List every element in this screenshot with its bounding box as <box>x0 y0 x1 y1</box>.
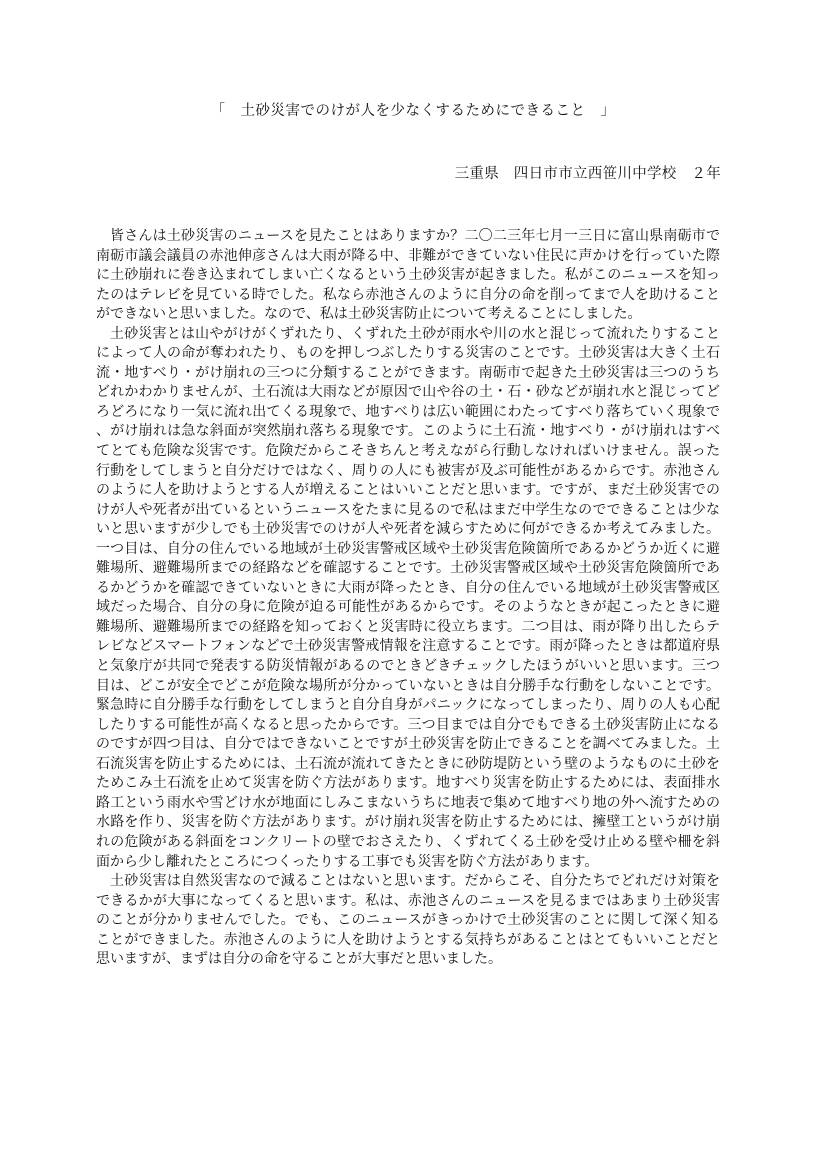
paragraph-intro: 皆さんは土砂災害のニュースを見たことはありますか？二〇二三年七月一三日に富山県南砺市で南砺市議会議員の赤池伸彦さんは大雨が降る中、非難ができていない住民に声かけを行っていた際に土砂崩れに巻き込まれてしまい亡くなるという土砂災害が起きました。私がこのニュースを知ったのはテレビを見ている時でした。私なら赤池さんのように自分の命を削ってまで人を助けることができないと思いました。なので、私は土砂災害防止について考えることにしました。 <box>96 228 720 323</box>
essay-body <box>96 227 720 970</box>
paragraph-main: 土砂災害とは山やがけがくずれたり、くずれた土砂が雨水や川の水と混じって流れたりすることによって人の命が奪われたり、ものを押しつぶしたりする災害のことです。土砂災害は大きく土石流・地すべり・がけ崩れの三つに分類することができます。南砺市で起きた土砂災害は三つのうちどれかわかりませんが、土石流は大雨などが原因で山や谷の土・石・砂などが崩れ水と混じってどろどろになり一気に流れ出てくる現象で、地すべりは広い範囲にわたってすべり落ちていく現象で、がけ崩れは急な斜面が突然崩れ落ちる現象です。このように土石流・地すべり・がけ崩れはすべてとても危険な災害です。危険だからこそきちんと考えながら行動しなければいけません。誤った行動をしてしまうと自分だけではなく、周りの人にも被害が及ぶ可能性があるからです。赤池さんのように人を助けようとする人が増えることはいいことだと思います。ですが、まだ土砂災害でのけが人や死者が出ているというニュースをたまに見るので私はまだ中学生なのでできることは少ないと思いますが少しでも土砂災害でのけが人や死者を減らすために何ができるか考えてみました。一つ目は、自分の住んでいる地域が土砂災害警戒区域や土砂災害危険箇所であるかどうか近くに避難場所、避難場所までの経路などを確認することです。土砂災害警戒区域や土砂災害危険箇所であるかどうかを確認できていないときに大雨が降ったとき、自分の住んでいる地域が土砂災害警戒区域だった場合、自分の身に危険が迫る可能性があるからです。そのようなときが起こったときに避難場所、避難場所までの経路を知っておくと災害時に役立ちます。二つ目は、雨が降り出したらテレビなどスマートフォンなどで土砂災害警戒情報を注意することです。雨が降ったときは都道府県と気象庁が共同で発表する防災情報があるのでときどきチェックしたほうがいいと思います。三つ目は、どこが安全でどこが危険な場所が分かっていないときは自分勝手な行動をしないことです。緊急時に自分勝手な行動をしてしまうと自分自身がパニックになってしまったり、周りの人も心配したりする可能性が高くなると思ったからです。三つ目までは自分でもできる土砂災害防止になるのですが四つ目は、自分ではできないことですが土砂災害を防止できることを調べてみました。土石流災害を防止するためには、土石流が流れてきたときに砂防堤防という壁のようなものに土砂をためこみ土石流を止めて災害を防ぐ方法があります。地すべり災害を防止するためには、表面排水路工という雨水や雪どけ水が地面にしみこまないうちに地表で集めて地すべり地の外へ流すための水路を作り、災害を防ぐ方法があります。がけ崩れ災害を防止するためには、擁壁工というがけ崩れの危険がある斜面をコンクリートの壁でおさえたり、くずれてくる土砂を受け止める壁や柵を斜面から少し離れたところにつくったりする工事でも災害を防ぐ方法があります。 <box>96 325 720 870</box>
author-line: 三重県 四日市市立西笹川中学校 ２年 <box>454 166 721 182</box>
essay-title: 「 土砂災害でのけが人を少なくするためにできること 」 <box>210 103 616 119</box>
paragraph-conclusion: 土砂災害は自然災害なので減ることはないと思います。だからこそ、自分たちでどれだけ対策をできるかが大事になってくると思います。私は、赤池さんのニュースを見るまではあまり土砂災害のことが分かりませんでした。でも、このニュースがきっかけで土砂災害のことに関して深く知ることができました。赤池さんのように人を助けようとする気持ちがあることはとてもいいことだと思いますが、まずは自分の命を守ることが大事だと思いました。 <box>96 873 720 968</box>
